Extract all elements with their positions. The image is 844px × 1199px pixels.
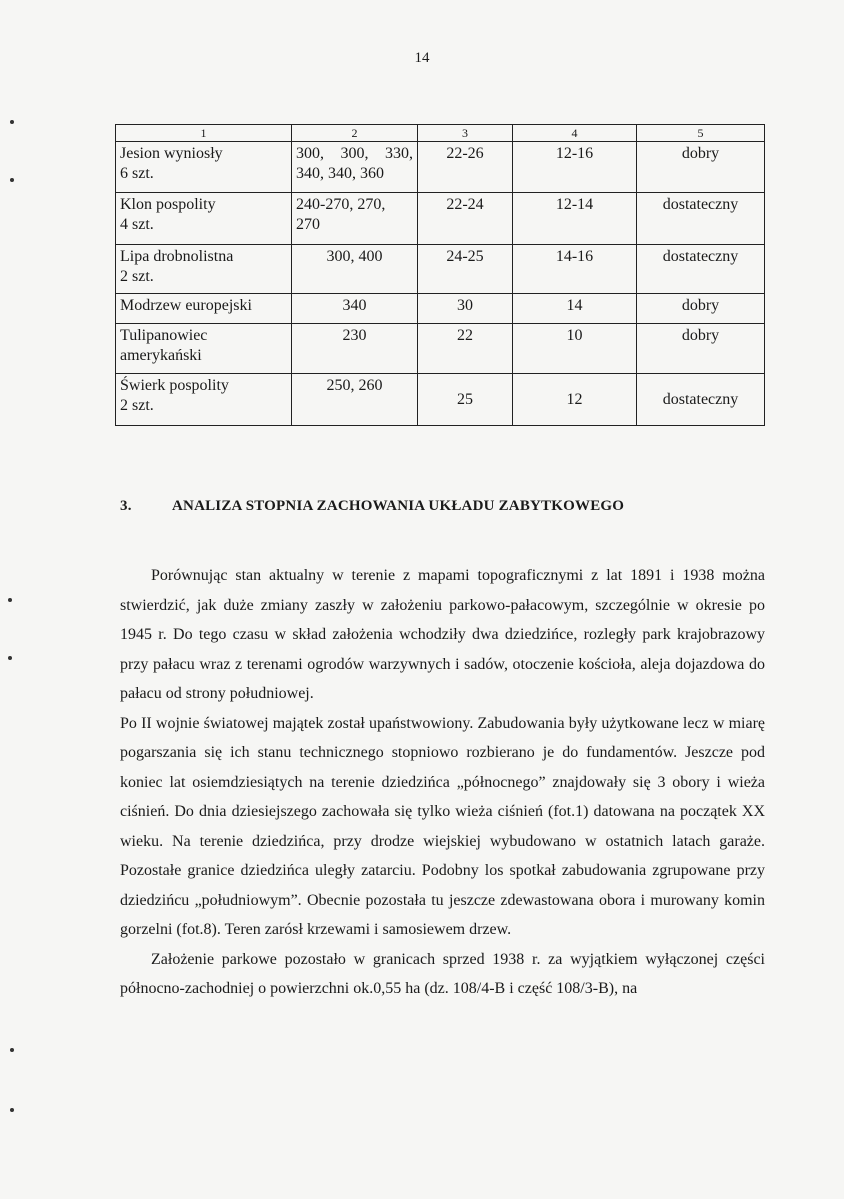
condition-cell: dostateczny [637,193,765,245]
crown-cell: 14-16 [513,245,637,294]
scan-mark [10,1108,14,1112]
section-title: ANALIZA STOPNIA ZACHOWANIA UKŁADU ZABYTKOWEGO [172,498,625,514]
column-header: 2 [292,125,418,142]
body-text [120,561,765,1004]
circumference-cell: 300, 400 [292,245,418,294]
height-cell: 22-26 [418,142,513,193]
condition-cell: dostateczny [637,245,765,294]
species-cell: Klon pospolity 4 szt. [116,193,292,245]
column-header: 4 [513,125,637,142]
crown-cell: 14 [513,294,637,324]
circumference-cell: 300, 300, 330, 340, 340, 360 [292,142,418,193]
table-row [116,374,765,426]
table-row [116,193,765,245]
height-cell: 22 [418,324,513,374]
height-cell: 30 [418,294,513,324]
circumference-cell: 230 [292,324,418,374]
page-number: 14 [414,50,430,66]
crown-cell: 12-16 [513,142,637,193]
crown-cell: 10 [513,324,637,374]
table-row [116,324,765,374]
height-cell: 24-25 [418,245,513,294]
crown-cell: 12 [513,374,637,426]
table-row [116,245,765,294]
scan-mark [10,178,14,182]
section-heading [120,498,624,515]
table-row [116,142,765,193]
species-cell: Tulipanowiec amerykański [116,324,292,374]
scan-mark [8,598,12,602]
scan-mark [10,1048,14,1052]
table-row [116,294,765,324]
condition-cell: dobry [637,294,765,324]
species-cell: Jesion wyniosły 6 szt. [116,142,292,193]
column-header: 3 [418,125,513,142]
tree-species-table [115,124,765,426]
scan-mark [10,120,14,124]
table-header-row [116,125,765,142]
paragraph: Porównując stan aktualny w terenie z mapami topograficznymi z lat 1891 i 1938 można stwierdzić, jak duże zmiany zaszły w założeniu parkowo-pałacowym, szczególnie w okresie po 1945 r. Do tego czasu w skład założenia wchodziły dwa dziedzińce, rozległy park krajobrazowy przy pałacu wraz z terenami ogrodów warzywnych i sadów, otoczenie kościoła, aleja dojazdowa do pałacu od strony południowej. [120,567,765,702]
column-header: 5 [637,125,765,142]
species-cell: Świerk pospolity 2 szt. [116,374,292,426]
condition-cell: dostateczny [637,374,765,426]
scan-mark [8,656,12,660]
section-number: 3. [120,498,132,514]
height-cell: 22-24 [418,193,513,245]
circumference-cell: 240-270, 270, 270 [292,193,418,245]
species-cell: Lipa drobnolistna 2 szt. [116,245,292,294]
height-cell: 25 [418,374,513,426]
condition-cell: dobry [637,324,765,374]
circumference-cell: 250, 260 [292,374,418,426]
crown-cell: 12-14 [513,193,637,245]
circumference-cell: 340 [292,294,418,324]
paragraph: Założenie parkowe pozostało w granicach sprzed 1938 r. za wyjątkiem wyłączonej części północno-zachodniej o powierzchni ok.0,55 ha (dz. 108/4-B i część 108/3-B), na [120,950,765,997]
column-header: 1 [116,125,292,142]
condition-cell: dobry [637,142,765,193]
paragraph: Po II wojnie światowej majątek został upaństwowiony. Zabudowania były użytkowane lecz w miarę pogarszania się ich stanu technicznego stopniowo rozbierano je do fundamentów. Jeszcze pod koniec lat osiemdziesiątych na terenie dziedzińca „północnego” znajdowały się 3 obory i wieża ciśnień. Do dnia dziesiejszego zachowała się tylko wieża ciśnień (fot.1) datowana na początek XX wieku. Na terenie dziedzińca, przy drodze wiejskiej wybudowano w ostatnich latach garaże. Pozostałe granice dziedzińca uległy zatarciu. Podobny los spotkał zabudowania zgrupowane przy dziedzińcu „południowym”. Obecnie pozostała tu jeszcze zdewastowana obora i murowany komin gorzelni (fot.8). Teren zarósł krzewami i samosiewem drzew. [120,714,765,938]
species-cell: Modrzew europejski [116,294,292,324]
